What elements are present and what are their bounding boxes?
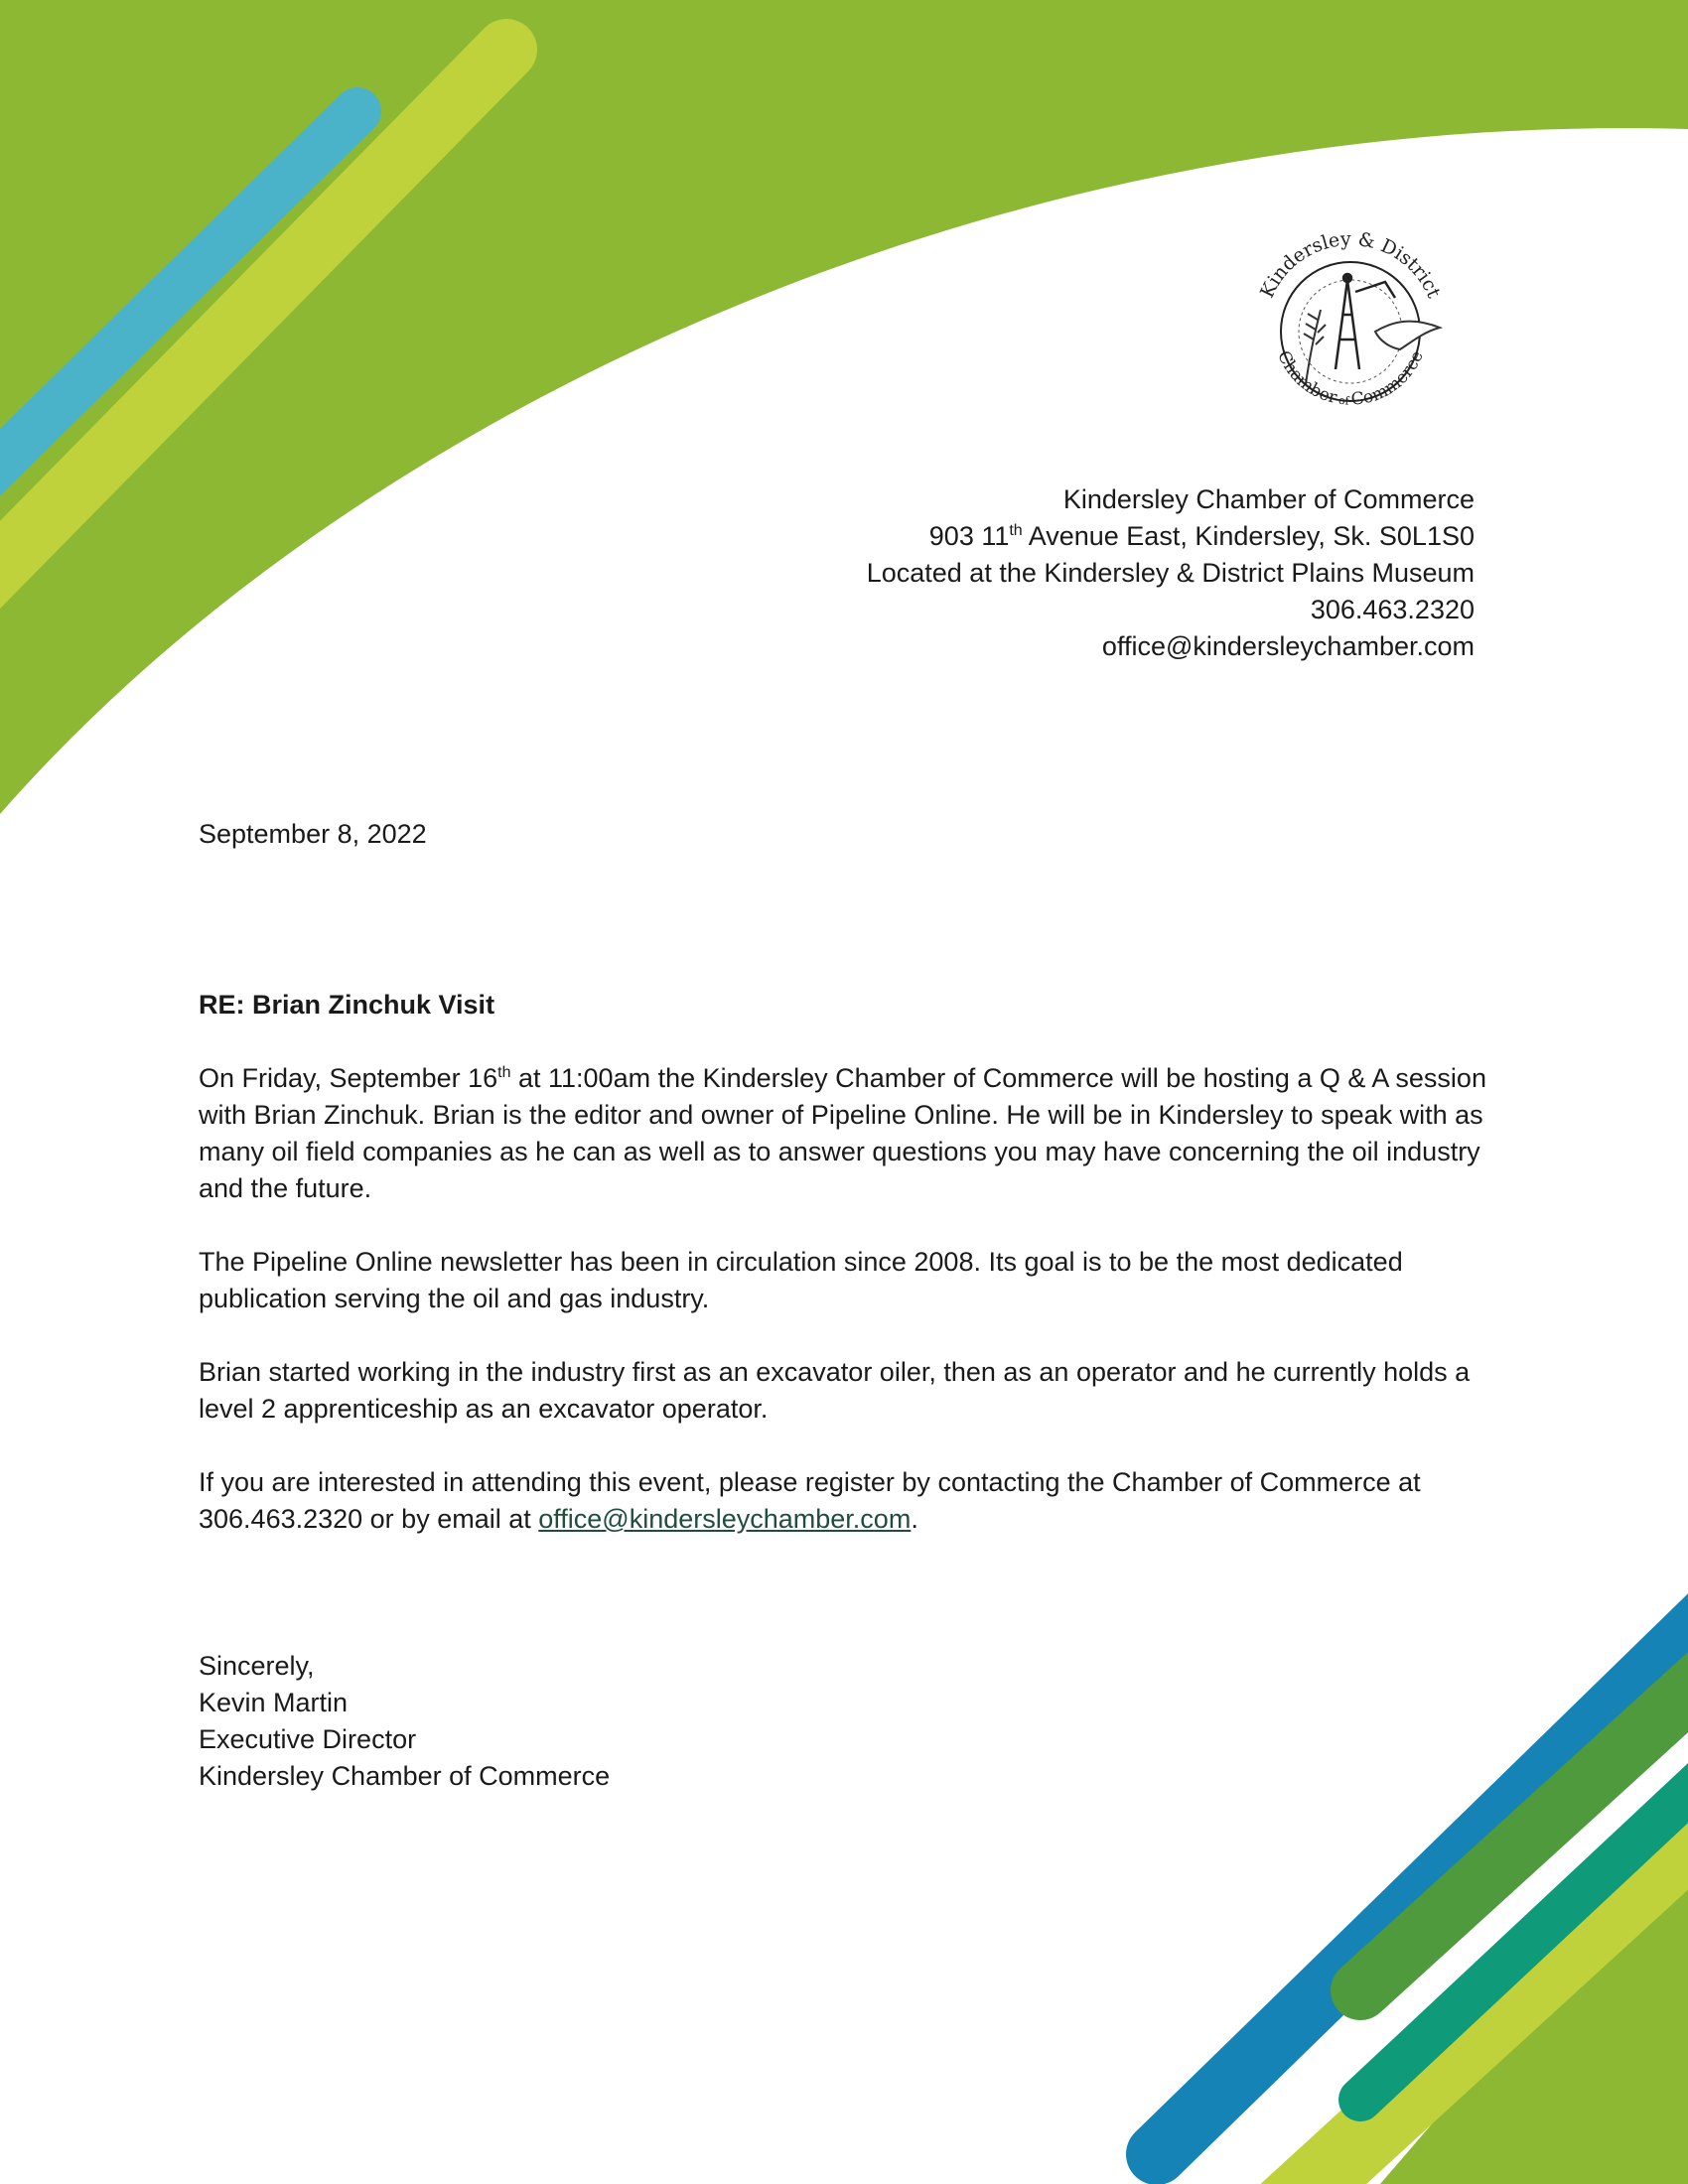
signer-title: Executive Director [199, 1724, 417, 1754]
paragraph-3: Brian started working in the industry first as an excavator oiler, then as an operator and he currently holds a level 2 apprenticeship as an excavator operator. [199, 1357, 1471, 1424]
paragraph-2: The Pipeline Online newsletter has been in circulation since 2008. Its goal is to be the most dedicated publication serving the oil and gas industry. [199, 1247, 1403, 1313]
chamber-logo [1236, 220, 1465, 429]
letter-body [199, 816, 1489, 1795]
logo-text-top: Kindersley & District [1256, 227, 1445, 302]
address-location: Located at the Kindersley & District Plains Museum [866, 558, 1475, 588]
address-phone: 306.463.2320 [1310, 595, 1475, 624]
closing: Sincerely, [199, 1651, 315, 1681]
address-email: office@kindersleychamber.com [1101, 631, 1475, 661]
signer-org: Kindersley Chamber of Commerce [199, 1761, 611, 1791]
svg-text:Kindersley & District [1256, 228, 1445, 302]
goose-icon [1375, 322, 1440, 349]
letter-subject: RE: Brian Zinchuk Visit [199, 990, 495, 1020]
address-org: Kindersley Chamber of Commerce [1062, 484, 1475, 514]
address-street: 903 11th Avenue East, Kindersley, Sk. S0L1S0 [928, 521, 1475, 551]
paragraph-4: If you are interested in attending this event, please register by contacting the Chamber of Commerce at 306.463.2320 or by email at office@kindersleychamber.com. [199, 1467, 1421, 1534]
letter-date: September 8, 2022 [199, 819, 427, 849]
oil-derrick-icon [1336, 274, 1395, 369]
email-link[interactable]: office@kindersleychamber.com [538, 1504, 912, 1534]
signer-name: Kevin Martin [199, 1688, 349, 1717]
paragraph-1: On Friday, September 16th at 11:00am the Kindersley Chamber of Commerce will be hosting a Q & A session with Brian Zinchuk. Brian is the editor and owner of Pipeline Online. He will be in Kindersley to speak with as many oil field companies as he can as well as to answer questions you may have concerning the oil industry and the future. [199, 1063, 1486, 1203]
signature-block [199, 1648, 1489, 1795]
sender-address [867, 481, 1475, 665]
logo-text-bottom: ChamberofCommerce [1273, 347, 1428, 410]
